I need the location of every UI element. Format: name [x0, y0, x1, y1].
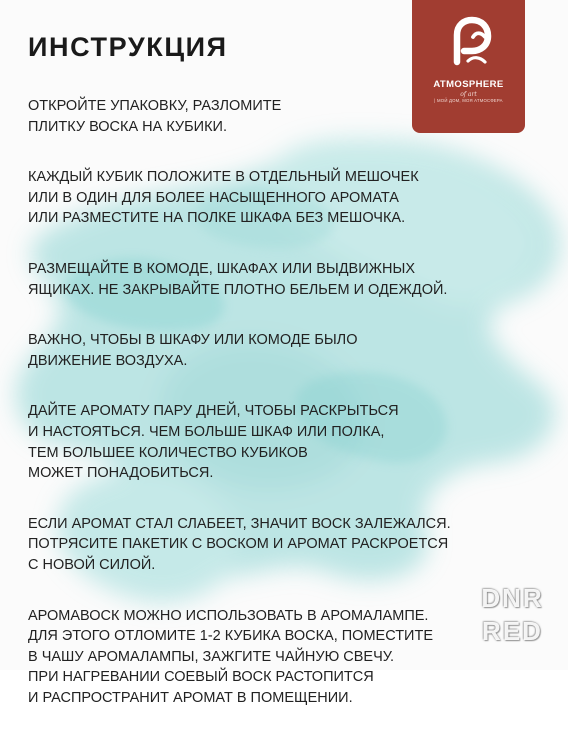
instruction-line: И РАСПРОСТРАНИТ АРОМАТ В ПОМЕЩЕНИИ. — [28, 689, 353, 706]
logo-name: ATMOSPHERE — [433, 79, 504, 90]
instruction-line: КАЖДЫЙ КУБИК ПОЛОЖИТЕ В ОТДЕЛЬНЫЙ МЕШОЧЕК — [28, 169, 419, 186]
instruction-line: ДВИЖЕНИЕ ВОЗДУХА. — [28, 352, 188, 369]
instruction-line: ДАЙТЕ АРОМАТУ ПАРУ ДНЕЙ, ЧТОБЫ РАСКРЫТЬСЯ — [28, 403, 399, 420]
instruction-paragraph — [28, 514, 548, 576]
instruction-line: И НАСТОЯТЬСЯ. ЧЕМ БОЛЬШЕ ШКАФ ИЛИ ПОЛКА, — [28, 423, 385, 440]
instruction-line: ИЛИ В ОДИН ДЛЯ БОЛЕЕ НАСЫЩЕННОГО АРОМАТА — [28, 189, 399, 206]
instruction-line: ТЕМ БОЛЬШЕЕ КОЛИЧЕСТВО КУБИКОВ — [28, 444, 308, 461]
instruction-line: ИЛИ РАЗМЕСТИТЕ НА ПОЛКЕ ШКАФА БЕЗ МЕШОЧКА. — [28, 210, 406, 227]
instruction-line: ОТКРОЙТЕ УПАКОВКУ, РАЗЛОМИТЕ — [28, 98, 282, 114]
instruction-line: МОЖЕТ ПОНАДОБИТЬСЯ. — [28, 465, 214, 482]
instruction-line: ДЛЯ ЭТОГО ОТЛОМИТЕ 1-2 КУБИКА ВОСКА, ПОМЕСТИТЕ — [28, 628, 434, 645]
instruction-line: АРОМАВОСК МОЖНО ИСПОЛЬЗОВАТЬ В АРОМАЛАМПЕ. — [28, 607, 429, 624]
watermark-line: RED — [482, 616, 543, 646]
instruction-line: ЕСЛИ АРОМАТ СТАЛ СЛАБЕЕТ, ЗНАЧИТ ВОСК ЗАЛЕЖАЛСЯ. — [28, 515, 451, 532]
brand-logo — [412, 0, 525, 133]
instruction-line: ПОТРЯСИТЕ ПАКЕТИК С ВОСКОМ И АРОМАТ РАСКРОЕТСЯ — [28, 536, 449, 553]
instruction-line: ПРИ НАГРЕВАНИИ СОЕВЫЙ ВОСК РАСТОПИТСЯ — [28, 669, 374, 686]
instruction-paragraph — [28, 167, 548, 229]
watermark — [470, 582, 555, 650]
page-title: ИНСТРУКЦИЯ — [28, 32, 228, 62]
instruction-line: В ЧАШУ АРОМАЛАМПЫ, ЗАЖГИТЕ ЧАЙНУЮ СВЕЧУ. — [28, 648, 395, 665]
instruction-paragraph — [28, 401, 548, 483]
watermark-line: DNR — [481, 583, 544, 613]
instruction-line: ЯЩИКАХ. НЕ ЗАКРЫВАЙТЕ ПЛОТНО БЕЛЬЕМ И ОДЕЖДОЙ. — [28, 281, 448, 298]
instruction-line: ПЛИТКУ ВОСКА НА КУБИКИ. — [28, 118, 227, 135]
atmosphere-logo-icon — [445, 16, 491, 68]
instruction-line: С НОВОЙ СИЛОЙ. — [28, 556, 156, 573]
instruction-line: ВАЖНО, ЧТОБЫ В ШКАФУ ИЛИ КОМОДЕ БЫЛО — [28, 332, 358, 349]
instruction-paragraph — [28, 259, 548, 300]
instruction-line: РАЗМЕЩАЙТЕ В КОМОДЕ, ШКАФАХ ИЛИ ВЫДВИЖНЫХ — [28, 260, 415, 277]
logo-subtitle: of art — [460, 91, 477, 98]
logo-tagline: | МОЙ ДОМ, МОЯ АТМОСФЕРА — [434, 98, 503, 103]
instruction-paragraph — [28, 330, 548, 371]
